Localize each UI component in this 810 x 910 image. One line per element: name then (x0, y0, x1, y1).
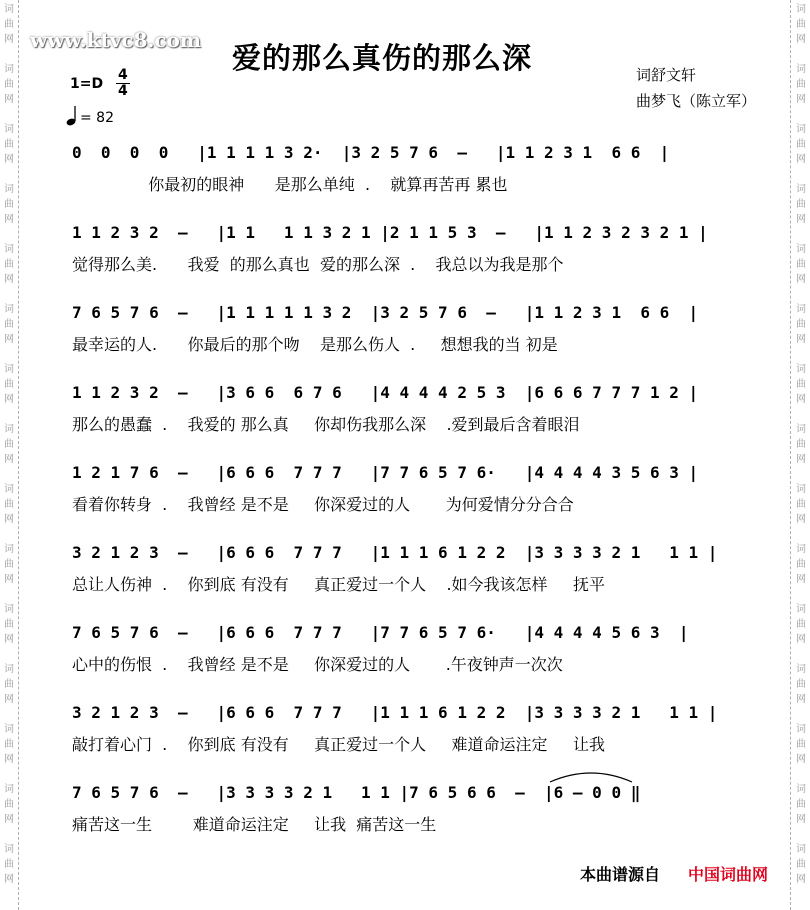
score-row-lyrics: 那么的愚蠢 . 我爱的 那么真 你却伤我那么深 .爱到最后含着眼泪 (72, 415, 580, 434)
score-row-lyrics: 看着你转身 . 我曾经 是不是 你深爱过的人 为何爱情分分合合 (72, 495, 574, 514)
score-row-notes: 7 6 5 7 6 – |6 6 6 7 7 7 |7 7 6 5 7 6· |4 4 4 4 5 6 3 | (72, 623, 689, 642)
score-row-lyrics: 痛苦这一生 难道命运注定 让我 痛苦这一生 (72, 815, 437, 834)
score-row-notes: 0 0 0 0 |1 1 1 1 3 2· |3 2 5 7 6 – |1 1 2 3 1 6 6 | (72, 143, 670, 162)
score-row-notes: 1 1 2 3 2 – |1 1 1 1 3 2 1 |2 1 1 5 3 – |1 1 2 3 2 3 2 1 | (72, 223, 708, 242)
lyricist-credit: 词舒文轩 (636, 66, 697, 84)
time-signature-bottom: 4 (118, 83, 128, 99)
score-row-notes: 3 2 1 2 3 – |6 6 6 7 7 7 |1 1 1 6 1 2 2 |3 3 3 3 2 1 1 1 | (72, 543, 718, 562)
score-row-lyrics: 最幸运的人. 你最后的那个吻 是那么伤人 . 想想我的当 初是 (72, 335, 558, 354)
right-side-watermark: 词曲网 词曲网 词曲网 词曲网 词曲网 词曲网 词曲网 词曲网 词曲网 词曲网 词曲网 词曲网 词曲网 词曲网 词曲网 (796, 4, 806, 885)
quarter-note-icon (66, 104, 80, 128)
tie-arc (548, 768, 634, 784)
site-watermark: www.ktvc8.com (30, 28, 202, 52)
footer-source-site[interactable]: 中国词曲网 (688, 865, 769, 884)
score-row-lyrics: 敲打着心门 . 你到底 有没有 真正爱过一个人 难道命运注定 让我 (72, 735, 605, 754)
tempo-marking: = 82 (80, 110, 114, 126)
score-row-notes: 1 1 2 3 2 – |3 6 6 6 7 6 |4 4 4 4 2 5 3 |6 6 6 7 7 7 1 2 | (72, 383, 699, 402)
left-border-line (18, 0, 19, 910)
footer-source-label: 本曲谱源自 (580, 865, 661, 884)
score-row-notes: 3 2 1 2 3 – |6 6 6 7 7 7 |1 1 1 6 1 2 2 |3 3 3 3 2 1 1 1 | (72, 703, 718, 722)
score-row-notes: 1 2 1 7 6 – |6 6 6 7 7 7 |7 7 6 5 7 6· |4 4 4 4 3 5 6 3 | (72, 463, 699, 482)
composer-credit: 曲梦飞（陈立军） (636, 92, 757, 110)
score-row-notes: 7 6 5 7 6 – |1 1 1 1 1 3 2 |3 2 5 7 6 – |1 1 2 3 1 6 6 | (72, 303, 699, 322)
song-title: 爱的那么真伤的那么深 (232, 41, 533, 75)
score-row-lyrics: 你最初的眼神 是那么单纯 . 就算再苦再 累也 (72, 175, 508, 194)
score-row-lyrics: 觉得那么美. 我爱 的那么真也 爱的那么深 . 我总以为我是那个 (72, 255, 564, 274)
key-signature: 1=D (70, 76, 104, 92)
score-row-lyrics: 心中的伤恨 . 我曾经 是不是 你深爱过的人 .午夜钟声一次次 (72, 655, 563, 674)
score-row-notes: 7 6 5 7 6 – |3 3 3 3 2 1 1 1 |7 6 5 6 6 – |6 – 0 0 ‖ (72, 783, 641, 802)
right-border-line (790, 0, 791, 910)
left-side-watermark: 词曲网 词曲网 词曲网 词曲网 词曲网 词曲网 词曲网 词曲网 词曲网 词曲网 词曲网 词曲网 词曲网 词曲网 词曲网 (4, 4, 14, 885)
time-signature-top: 4 (118, 67, 128, 83)
score-row-lyrics: 总让人伤神 . 你到底 有没有 真正爱过一个人 .如今我该怎样 抚平 (72, 575, 605, 594)
